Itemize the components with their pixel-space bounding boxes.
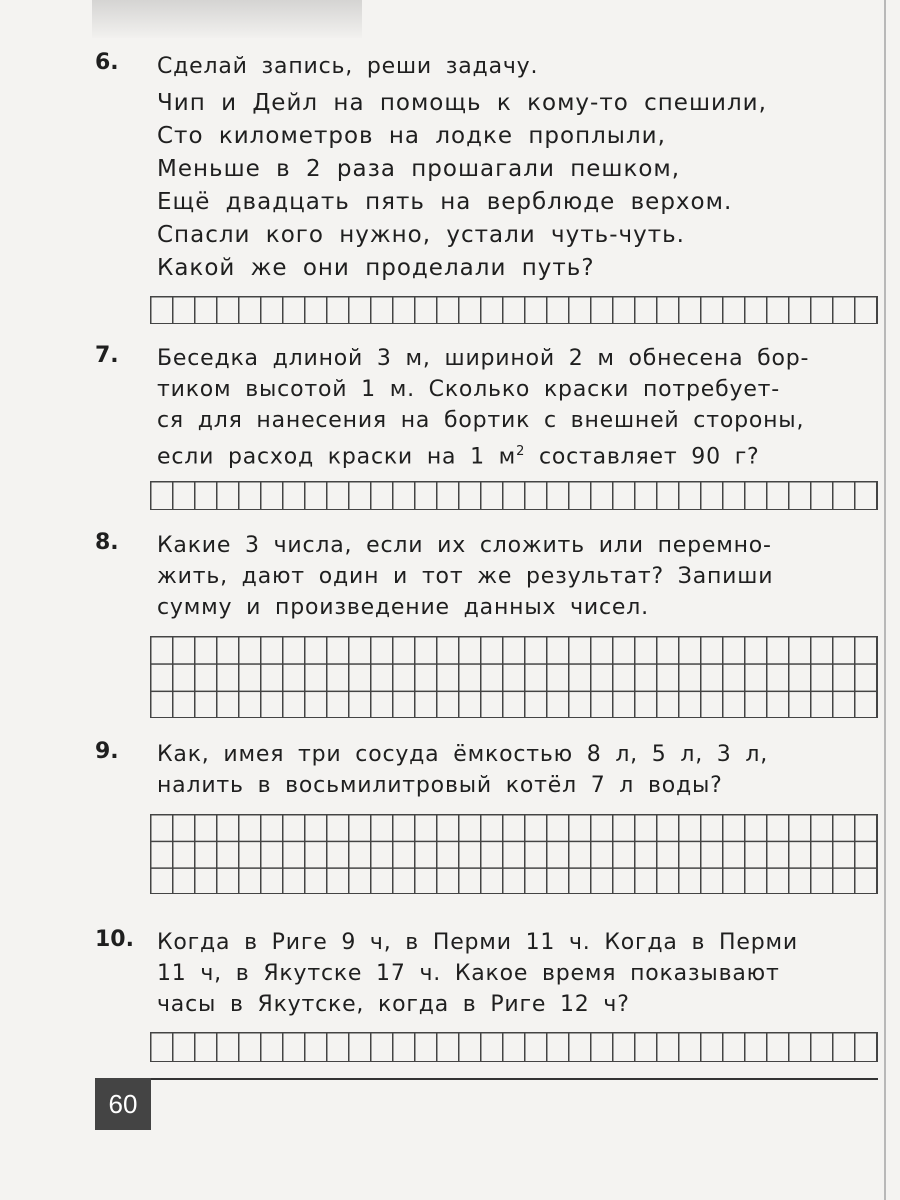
task-number: 7. <box>95 343 119 368</box>
superscript: 2 <box>516 444 526 459</box>
task-line <box>157 436 877 472</box>
answer-grid[interactable] <box>150 1032 878 1062</box>
task-line: налить в восьмилитровый котёл 7 л воды? <box>157 773 723 798</box>
task-number: 9. <box>95 739 119 764</box>
answer-grid[interactable] <box>150 481 878 510</box>
task-line: Какие 3 числа, если их сложить или перемно- <box>157 533 772 558</box>
task-text <box>157 739 877 801</box>
task-line: ся для нанесения на бортик с внешней стороны, <box>157 408 805 433</box>
scan-smudge <box>92 0 362 38</box>
task-line: тиком высотой 1 м. Сколько краски потребует- <box>157 377 781 402</box>
task-line: Когда в Риге 9 ч, в Перми 11 ч. Когда в Перми <box>157 930 798 955</box>
poem-line: Чип и Дейл на помощь к кому-то спешили, <box>157 90 767 116</box>
task-intro: Сделай запись, реши задачу. <box>157 54 539 79</box>
poem-line: Ещё двадцать пять на верблюде верхом. <box>157 189 733 215</box>
task-number: 8. <box>95 530 119 555</box>
answer-grid[interactable] <box>150 636 878 718</box>
task-line: Беседка длиной 3 м, шириной 2 м обнесена бор- <box>157 346 810 371</box>
task-line: 11 ч, в Якутске 17 ч. Какое время показывают <box>157 961 780 986</box>
task-number: 10. <box>95 927 134 952</box>
task-line: Как, имея три сосуда ёмкостью 8 л, 5 л, 3 л, <box>157 742 769 767</box>
poem-line: Какой же они проделали путь? <box>157 255 595 281</box>
poem-line: Спасли кого нужно, устали чуть-чуть. <box>157 222 685 248</box>
task-text <box>157 530 877 623</box>
poem-line: Сто километров на лодке проплыли, <box>157 123 666 149</box>
task-line-text: составляет 90 г? <box>525 444 760 470</box>
page-edge <box>884 0 886 1200</box>
task-number: 6. <box>95 50 119 75</box>
task-text <box>157 927 877 1020</box>
task-line: жить, дают один и тот же результат? Запиши <box>157 564 774 589</box>
answer-grid[interactable] <box>150 814 878 894</box>
task-line-text: если расход краски на 1 м <box>157 444 517 470</box>
footer-rule <box>150 1078 878 1080</box>
page-number: 60 <box>95 1078 151 1130</box>
task-text <box>157 343 877 472</box>
poem-line: Меньше в 2 раза прошагали пешком, <box>157 156 681 182</box>
task-text <box>157 50 877 285</box>
task-line: часы в Якутске, когда в Риге 12 ч? <box>157 992 630 1017</box>
answer-grid[interactable] <box>150 296 878 324</box>
task-line: сумму и произведение данных чисел. <box>157 595 649 620</box>
